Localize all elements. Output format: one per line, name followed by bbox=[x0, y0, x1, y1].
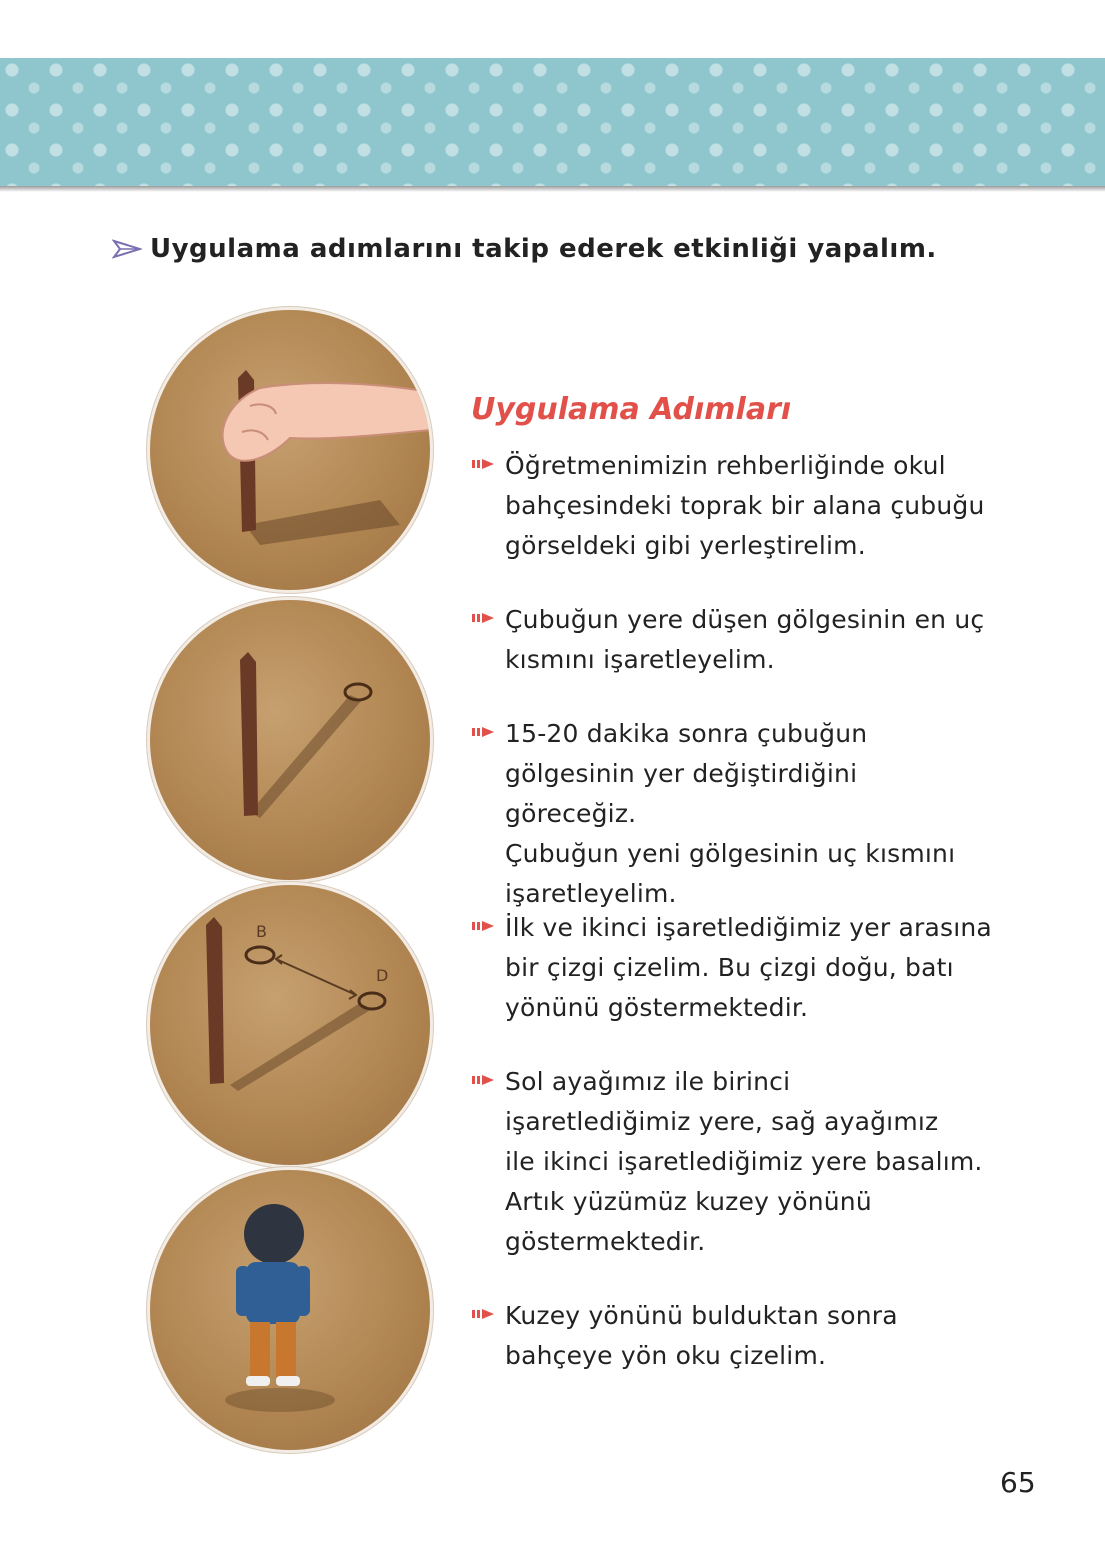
arrow-bullet-icon bbox=[472, 918, 496, 934]
header-banner bbox=[0, 58, 1105, 186]
step-6-text: Kuzey yönünü bulduktan sonra bahçeye yön oku çizelim. bbox=[505, 1301, 898, 1370]
steps-title: Uygulama Adımları bbox=[471, 392, 792, 427]
step-1-text: Öğretmenimizin rehberliğinde okul bahçesindeki toprak bir alana çubuğu görseldeki gibi yerleştirelim. bbox=[505, 451, 985, 560]
instruction bbox=[112, 234, 1012, 264]
arrow-bullet-icon bbox=[472, 1072, 496, 1088]
illustration-child-facing-north bbox=[150, 1170, 430, 1450]
step-5-text: Sol ayağımız ile birinci işaretlediğimiz yere, sağ ayağımız ile ikinci işaretlediğimiz yere basalım. Artık yüzümüz kuzey yönünü göstermektedir. bbox=[505, 1067, 983, 1256]
header-banner-shadow bbox=[0, 186, 1105, 192]
step-5 bbox=[472, 1062, 992, 1262]
arrow-bullet-icon bbox=[472, 724, 496, 740]
step-3 bbox=[472, 714, 992, 914]
step-2 bbox=[472, 600, 992, 680]
instruction-text: Uygulama adımlarını takip ederek etkinliği yapalım. bbox=[150, 234, 937, 264]
illustration-stick-shadow-mark bbox=[150, 600, 430, 880]
step-3-text: 15-20 dakika sonra çubuğun gölgesinin yer değiştirdiğini göreceğiz. Çubuğun yeni gölgesinin uç kısmını işaretleyelim. bbox=[505, 719, 956, 908]
mark-d-label: D bbox=[376, 966, 389, 985]
step-4-text: İlk ve ikinci işaretlediğimiz yer arasına bir çizgi çizelim. Bu çizgi doğu, batı yönünü göstermektedir. bbox=[505, 913, 992, 1022]
illustration-hand-placing-stick bbox=[150, 310, 430, 590]
step-2-text: Çubuğun yere düşen gölgesinin en uç kısmını işaretleyelim. bbox=[505, 605, 985, 674]
arrow-bullet-icon bbox=[472, 610, 496, 626]
step-6 bbox=[472, 1296, 992, 1376]
illustration-east-west-line bbox=[150, 885, 430, 1165]
step-4 bbox=[472, 908, 992, 1028]
mark-b-label: B bbox=[256, 922, 267, 941]
arrow-bullet-icon bbox=[472, 456, 496, 472]
step-1 bbox=[472, 446, 992, 566]
paper-plane-arrow-icon bbox=[112, 238, 142, 260]
arrow-bullet-icon bbox=[472, 1306, 496, 1322]
page-number: 65 bbox=[1000, 1466, 1036, 1499]
